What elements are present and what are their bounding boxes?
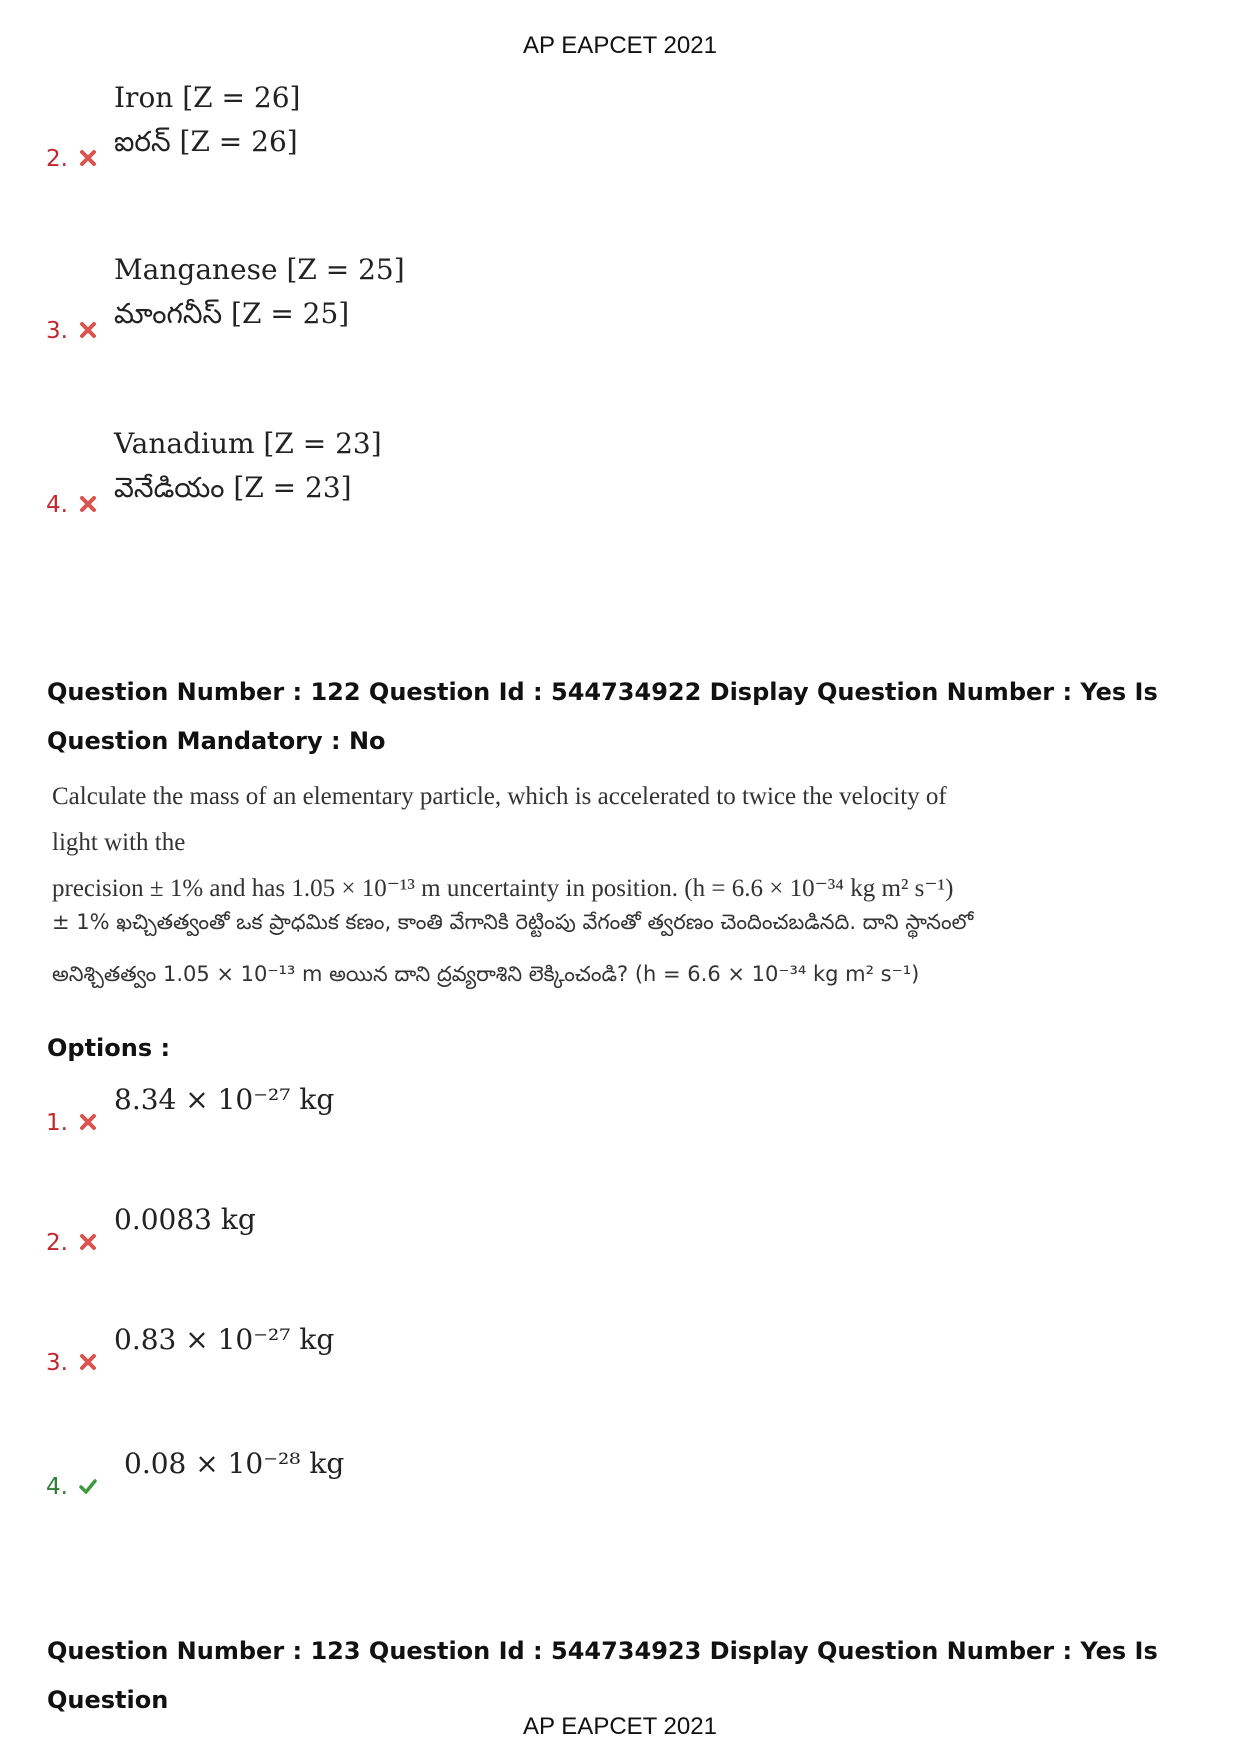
cross-icon xyxy=(78,494,98,514)
cross-icon xyxy=(78,1232,98,1252)
option-telugu: వెనేడియం [Z = 23] xyxy=(114,471,352,504)
option-2 xyxy=(46,1196,746,1256)
option-3 xyxy=(46,1316,746,1376)
option-number: 1. xyxy=(46,1110,68,1136)
question-123-header: Question Number : 123 Question Id : 544734923 Display Question Number : Yes Is Question xyxy=(47,1637,1158,1714)
option-english: Manganese [Z = 25] xyxy=(114,253,405,286)
option-text: 0.83 × 10⁻²⁷ kg xyxy=(114,1323,335,1356)
cross-icon xyxy=(78,1112,98,1132)
option-4 xyxy=(46,1440,746,1500)
option-text: 0.08 × 10⁻²⁸ kg xyxy=(124,1447,345,1480)
options-label: Options : xyxy=(47,1034,171,1062)
question-122-header: Question Number : 122 Question Id : 544734922 Display Question Number : Yes Is Question Mandatory : No xyxy=(47,678,1158,755)
option-number: 4. xyxy=(46,492,68,518)
option-number: 3. xyxy=(46,1350,68,1376)
page-footer: AP EAPCET 2021 xyxy=(523,1713,717,1740)
question-telugu-line-2: అనిశ్చితత్వం 1.05 × 10⁻¹³ m అయిన దాని ద్రవ్యరాశిని లెక్కించండి? (h = 6.6 × 10⁻³⁴ kg m² s⁻¹) xyxy=(52,962,920,986)
cross-icon xyxy=(78,320,98,340)
question-english-line-1: Calculate the mass of an elementary particle, which is accelerated to twice the velocity of light with the xyxy=(52,783,947,856)
option-text: 0.0083 kg xyxy=(114,1203,256,1236)
prev-option-2 xyxy=(46,81,746,172)
option-number: 2. xyxy=(46,146,68,172)
question-telugu-line-1: ± 1% ఖచ్చితత్వంతో ఒక ప్రాధమిక కణం, కాంతి వేగానికి రెట్టింపు వేగంతో త్వరణం చెందించబడినది. దాని స్థానంలో xyxy=(52,910,974,934)
cross-icon xyxy=(78,148,98,168)
question-telugu xyxy=(52,896,982,1000)
page-header: AP EAPCET 2021 xyxy=(523,32,717,59)
cross-icon xyxy=(78,1352,98,1372)
option-telugu: మాంగనీస్ [Z = 25] xyxy=(114,297,350,330)
option-telugu: ఐరన్ [Z = 26] xyxy=(114,125,298,158)
prev-option-4 xyxy=(46,427,746,518)
check-icon xyxy=(78,1476,98,1496)
question-english-line-2: precision ± 1% and has 1.05 × 10⁻¹³ m uncertainty in position. (h = 6.6 × 10⁻³⁴ kg m² s⁻¹) xyxy=(52,875,954,902)
prev-option-3 xyxy=(46,253,746,344)
option-english: Iron [Z = 26] xyxy=(114,81,301,114)
option-number: 3. xyxy=(46,318,68,344)
question-english xyxy=(52,774,982,912)
option-text: 8.34 × 10⁻²⁷ kg xyxy=(114,1083,335,1116)
option-1 xyxy=(46,1076,746,1136)
option-number: 2. xyxy=(46,1230,68,1256)
option-english: Vanadium [Z = 23] xyxy=(114,427,382,460)
option-number: 4. xyxy=(46,1474,68,1500)
